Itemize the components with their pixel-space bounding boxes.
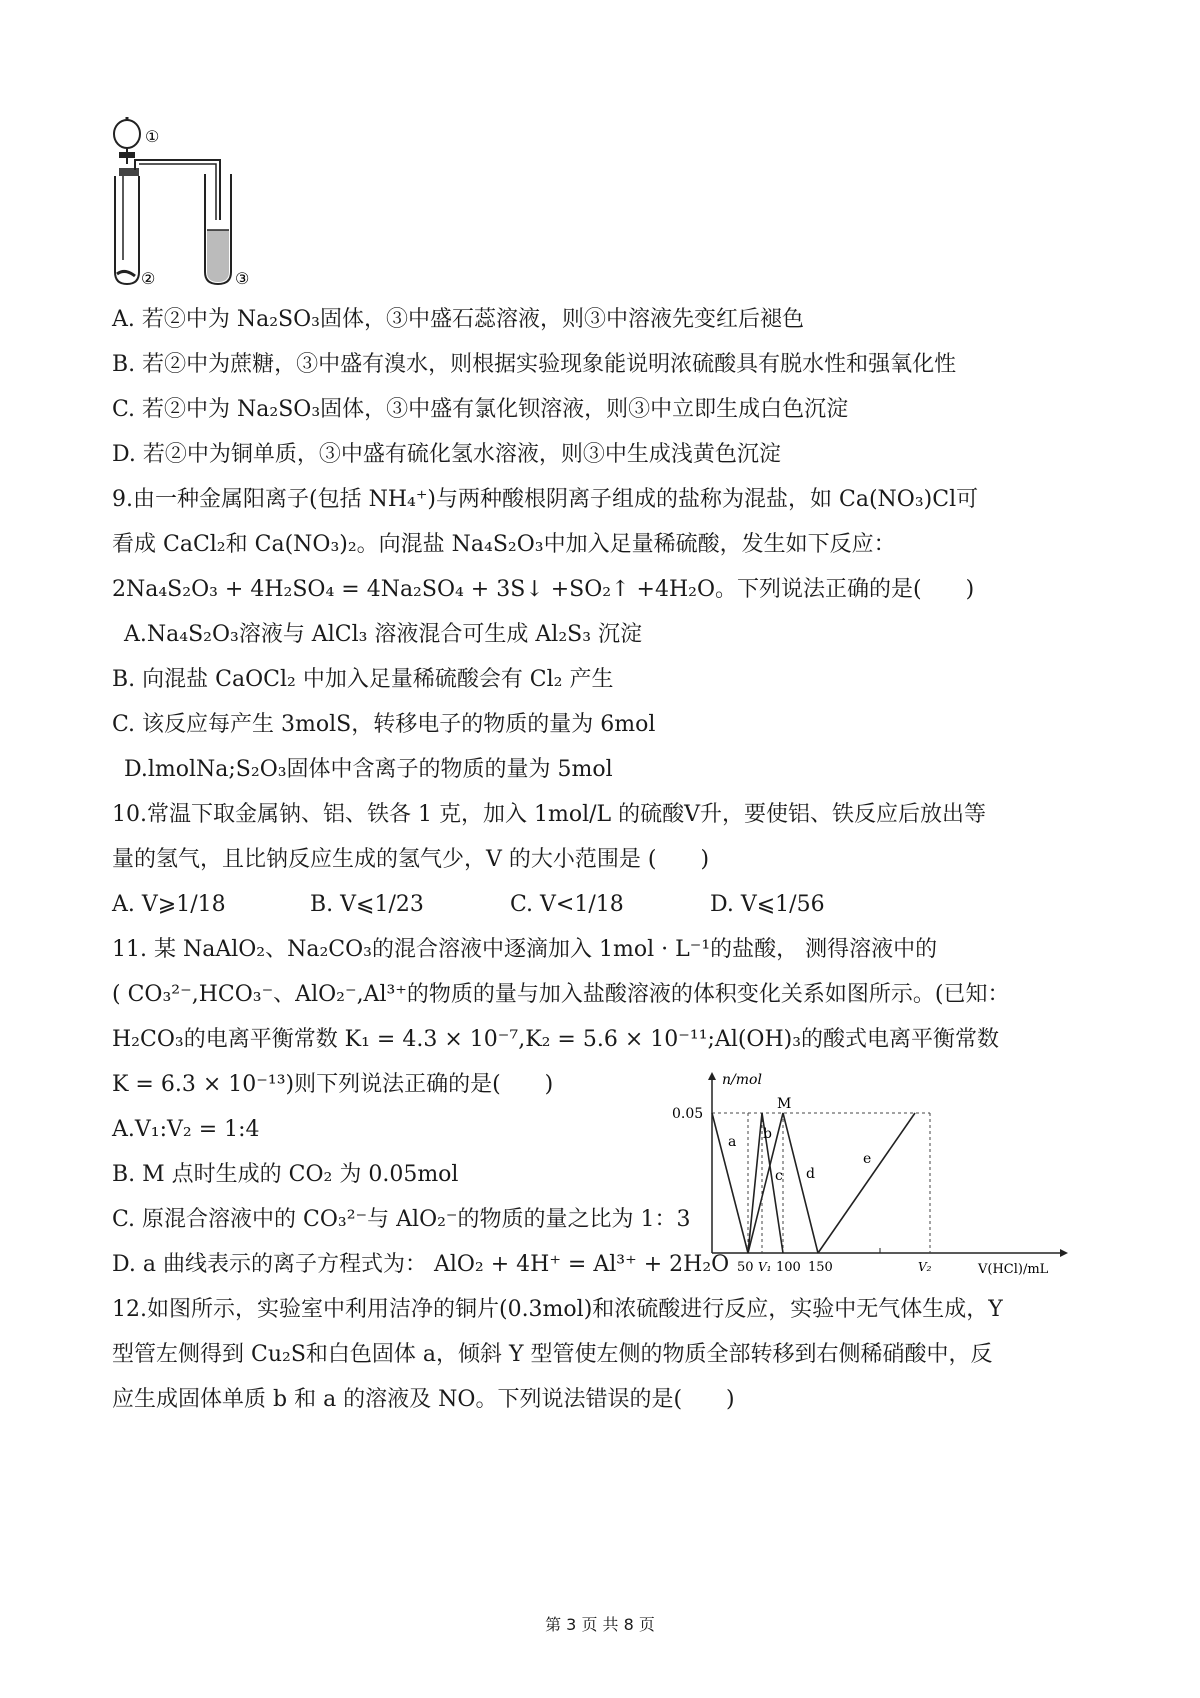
point-label-m: M bbox=[777, 1096, 792, 1112]
x-tick-100: 100 bbox=[776, 1260, 801, 1275]
curve-b-rising bbox=[748, 1113, 762, 1253]
curve-e bbox=[818, 1113, 915, 1253]
curve-label-c: c bbox=[775, 1168, 783, 1184]
q10-option-c: C. V<1/18 bbox=[510, 892, 624, 917]
q9-stem-line3: 2Na₄S₂O₃ + 4H₂SO₄ = 4Na₂SO₄ + 3S↓ +SO₂↑ +4H₂O。下列说法正确的是( ) bbox=[112, 577, 975, 602]
q8-option-c: C. 若②中为 Na₂SO₃固体，③中盛有氯化钡溶液，则③中立即生成白色沉淀 bbox=[112, 397, 849, 422]
q10-option-a: A. V⩾1/18 bbox=[112, 892, 226, 917]
q10-stem-line2: 量的氢气，且比钠反应生成的氢气少，V 的大小范围是 ( ) bbox=[112, 847, 710, 872]
apparatus-figure bbox=[105, 112, 275, 292]
q11-stem-line2: ( CO₃²⁻,HCO₃⁻、AlO₂⁻,Al³⁺的物质的量与加入盐酸溶液的体积变化关系如图所示。(已知： bbox=[112, 982, 1010, 1007]
q11-option-c: C. 原混合溶液中的 CO₃²⁻与 AlO₂⁻的物质的量之比为 1：3 bbox=[112, 1207, 691, 1232]
q9-stem-line2: 看成 CaCl₂和 Ca(NO₃)₂。向混盐 Na₄S₂O₃中加入足量稀硫酸，发生如下反应： bbox=[112, 532, 896, 557]
x-tick-50: 50 bbox=[737, 1260, 754, 1275]
q11-option-d: D. a 曲线表示的离子方程式为： AlO₂ + 4H⁺ = Al³⁺ + 2H₂O bbox=[112, 1252, 730, 1277]
q12-stem-line3: 应生成固体单质 b 和 a 的溶液及 NO。下列说法错误的是( ) bbox=[112, 1387, 735, 1412]
page-footer: 第 3 页 共 8 页 bbox=[545, 1615, 655, 1634]
q8-option-d: D. 若②中为铜单质，③中盛有硫化氢水溶液，则③中生成浅黄色沉淀 bbox=[112, 442, 781, 467]
graph-xlabel: V(HCl)/mL bbox=[978, 1262, 1049, 1277]
q10-option-b: B. V⩽1/23 bbox=[310, 892, 424, 917]
q8-option-a: A. 若②中为 Na₂SO₃固体，③中盛石蕊溶液，则③中溶液先变红后褪色 bbox=[112, 307, 804, 332]
q9-stem-line1: 9.由一种金属阳离子(包括 NH₄⁺)与两种酸根阴离子组成的盐称为混盐，如 Ca(NO₃)Cl可 bbox=[112, 487, 979, 512]
q11-option-b: B. M 点时生成的 CO₂ 为 0.05mol bbox=[112, 1162, 459, 1187]
curve-label-e: e bbox=[863, 1151, 872, 1167]
q8-option-b: B. 若②中为蔗糖，③中盛有溴水，则根据实验现象能说明浓硫酸具有脱水性和强氧化性 bbox=[112, 352, 957, 377]
q10-option-d: D. V⩽1/56 bbox=[710, 892, 825, 917]
q11-graph-figure bbox=[672, 1068, 1070, 1278]
q9-option-c: C. 该反应每产生 3molS，转移电子的物质的量为 6mol bbox=[112, 712, 656, 737]
x-tick-150: 150 bbox=[808, 1260, 833, 1275]
label-1: ① bbox=[145, 127, 160, 146]
q12-stem-line1: 12.如图所示，实验室中利用洁净的铜片(0.3mol)和浓硫酸进行反应，实验中无气体生成，Y bbox=[112, 1297, 1003, 1322]
q9-option-d: D.lmolNa;S₂O₃固体中含离子的物质的量为 5mol bbox=[124, 757, 613, 782]
q9-option-a: A.Na₄S₂O₃溶液与 AlCl₃ 溶液混合可生成 Al₂S₃ 沉淀 bbox=[124, 622, 643, 647]
label-3: ③ bbox=[235, 269, 250, 288]
x-tick-v2: V₂ bbox=[918, 1260, 932, 1274]
curve-label-a: a bbox=[728, 1134, 737, 1150]
q12-stem-line2: 型管左侧得到 Cu₂S和白色固体 a，倾斜 Y 型管使左侧的物质全部转移到右侧稀硝酸中，反 bbox=[112, 1342, 993, 1367]
graph-y-tick: 0.05 bbox=[672, 1106, 704, 1122]
q9-option-b: B. 向混盐 CaOCl₂ 中加入足量稀硫酸会有 Cl₂ 产生 bbox=[112, 667, 614, 692]
q10-stem-line1: 10.常温下取金属钠、铝、铁各 1 克，加入 1mol/L 的硫酸V升，要使铝、铁反应后放出等 bbox=[112, 802, 987, 827]
q11-option-a: A.V₁:V₂ = 1:4 bbox=[112, 1117, 260, 1142]
q11-stem-line4: K = 6.3 × 10⁻¹³)则下列说法正确的是( ) bbox=[112, 1072, 554, 1097]
label-2: ② bbox=[141, 269, 156, 288]
graph-ylabel: n/mol bbox=[722, 1072, 762, 1088]
q11-stem-line3: H₂CO₃的电离平衡常数 K₁ = 4.3 × 10⁻⁷,K₂ = 5.6 × 10⁻¹¹;Al(OH)₃的酸式电离平衡常数 bbox=[112, 1027, 1000, 1052]
q11-stem-line1: 11. 某 NaAlO₂、Na₂CO₃的混合溶液中逐滴加入 1mol · L⁻¹的盐酸， 测得溶液中的 bbox=[112, 937, 938, 962]
curve-label-b: b bbox=[763, 1126, 772, 1142]
x-tick-v1: V₁ bbox=[758, 1260, 772, 1274]
curve-label-d: d bbox=[806, 1166, 815, 1182]
